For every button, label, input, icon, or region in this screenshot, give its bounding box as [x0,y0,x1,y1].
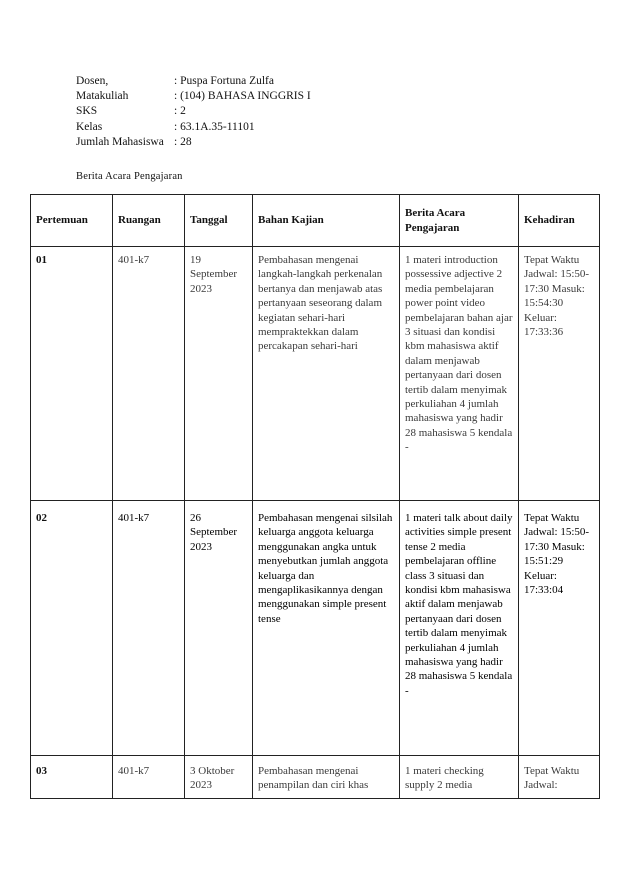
cell-tanggal: 19 September 2023 [185,247,253,501]
cell-bahan-kajian: Pembahasan mengenai silsilah keluarga anggota keluarga menggunakan angka untuk menyebutkan jumlah anggota keluarga dan mengaplikasikannya dengan menggunakan simple present tense [253,501,400,756]
field-dosen [76,74,311,89]
cell-kehadiran: Tepat Waktu Jadwal: 15:50-17:30 Masuk: 15:54:30 Keluar: 17:33:36 [519,247,600,501]
field-jumlah-mahasiswa [76,135,311,150]
teaching-report-table [30,194,600,799]
cell-pertemuan: 03 [31,756,113,799]
col-header-pertemuan: Pertemuan [31,195,113,247]
col-header-tanggal: Tanggal [185,195,253,247]
field-value: : 2 [174,105,186,118]
cell-ruangan: 401-k7 [113,247,185,501]
field-matakuliah [76,89,311,104]
table-row [31,756,600,799]
col-header-berita-acara: Berita Acara Pengajaran [400,195,519,247]
field-label: Jumlah Mahasiswa [76,135,164,148]
field-value: : 63.1A.35-11101 [174,120,255,133]
col-header-bahan-kajian: Bahan Kajian [253,195,400,247]
field-label: SKS [76,105,98,118]
table-header-row [31,195,600,247]
field-value: : 28 [174,135,192,148]
cell-berita-acara: 1 materi checking supply 2 media [400,756,519,799]
table-row [31,247,600,501]
cell-berita-acara: 1 materi introduction possessive adjective 2 media pembelajaran power point video pembelajaran bahan ajar 3 situasi dan kondisi kbm mahasiswa aktif dalam menjawab pertanyaan dari dosen tertib dalam menyimak perkuliahan 4 jumlah mahasiswa yang hadir 28 mahasiswa 5 kendala - [400,247,519,501]
cell-bahan-kajian: Pembahasan mengenai penampilan dan ciri khas [253,756,400,799]
cell-pertemuan: 01 [31,247,113,501]
cell-kehadiran: Tepat Waktu Jadwal: [519,756,600,799]
table-row [31,501,600,756]
field-label: Matakuliah [76,90,129,103]
field-value: : (104) BAHASA INGGRIS I [174,90,311,103]
document-header [76,74,311,150]
field-sks [76,104,311,119]
table-caption: Berita Acara Pengajaran [76,171,183,182]
field-label: Kelas [76,120,103,133]
cell-kehadiran: Tepat Waktu Jadwal: 15:50-17:30 Masuk: 15:51:29 Keluar: 17:33:04 [519,501,600,756]
cell-tanggal: 26 September 2023 [185,501,253,756]
cell-ruangan: 401-k7 [113,756,185,799]
cell-tanggal: 3 Oktober 2023 [185,756,253,799]
cell-ruangan: 401-k7 [113,501,185,756]
field-label: Dosen, [76,75,109,87]
field-value: : Puspa Fortuna Zulfa [174,75,274,87]
cell-pertemuan: 02 [31,501,113,756]
cell-berita-acara: 1 materi talk about daily activities simple present tense 2 media pembelajaran offline class 3 situasi dan kondisi kbm mahasiswa aktif dalam menjawab pertanyaan dari dosen tertib dalam menyimak perkuliahan 4 jumlah mahasiswa yang hadir 28 mahasiswa 5 kendala - [400,501,519,756]
col-header-kehadiran: Kehadiran [519,195,600,247]
cell-bahan-kajian: Pembahasan mengenai langkah-langkah perkenalan bertanya dan menjawab atas pertanyaan seseorang dalam kegiatan sehari-hari mempraktekkan dalam percakapan sehari-hari [253,247,400,501]
col-header-ruangan: Ruangan [113,195,185,247]
field-kelas [76,120,311,135]
